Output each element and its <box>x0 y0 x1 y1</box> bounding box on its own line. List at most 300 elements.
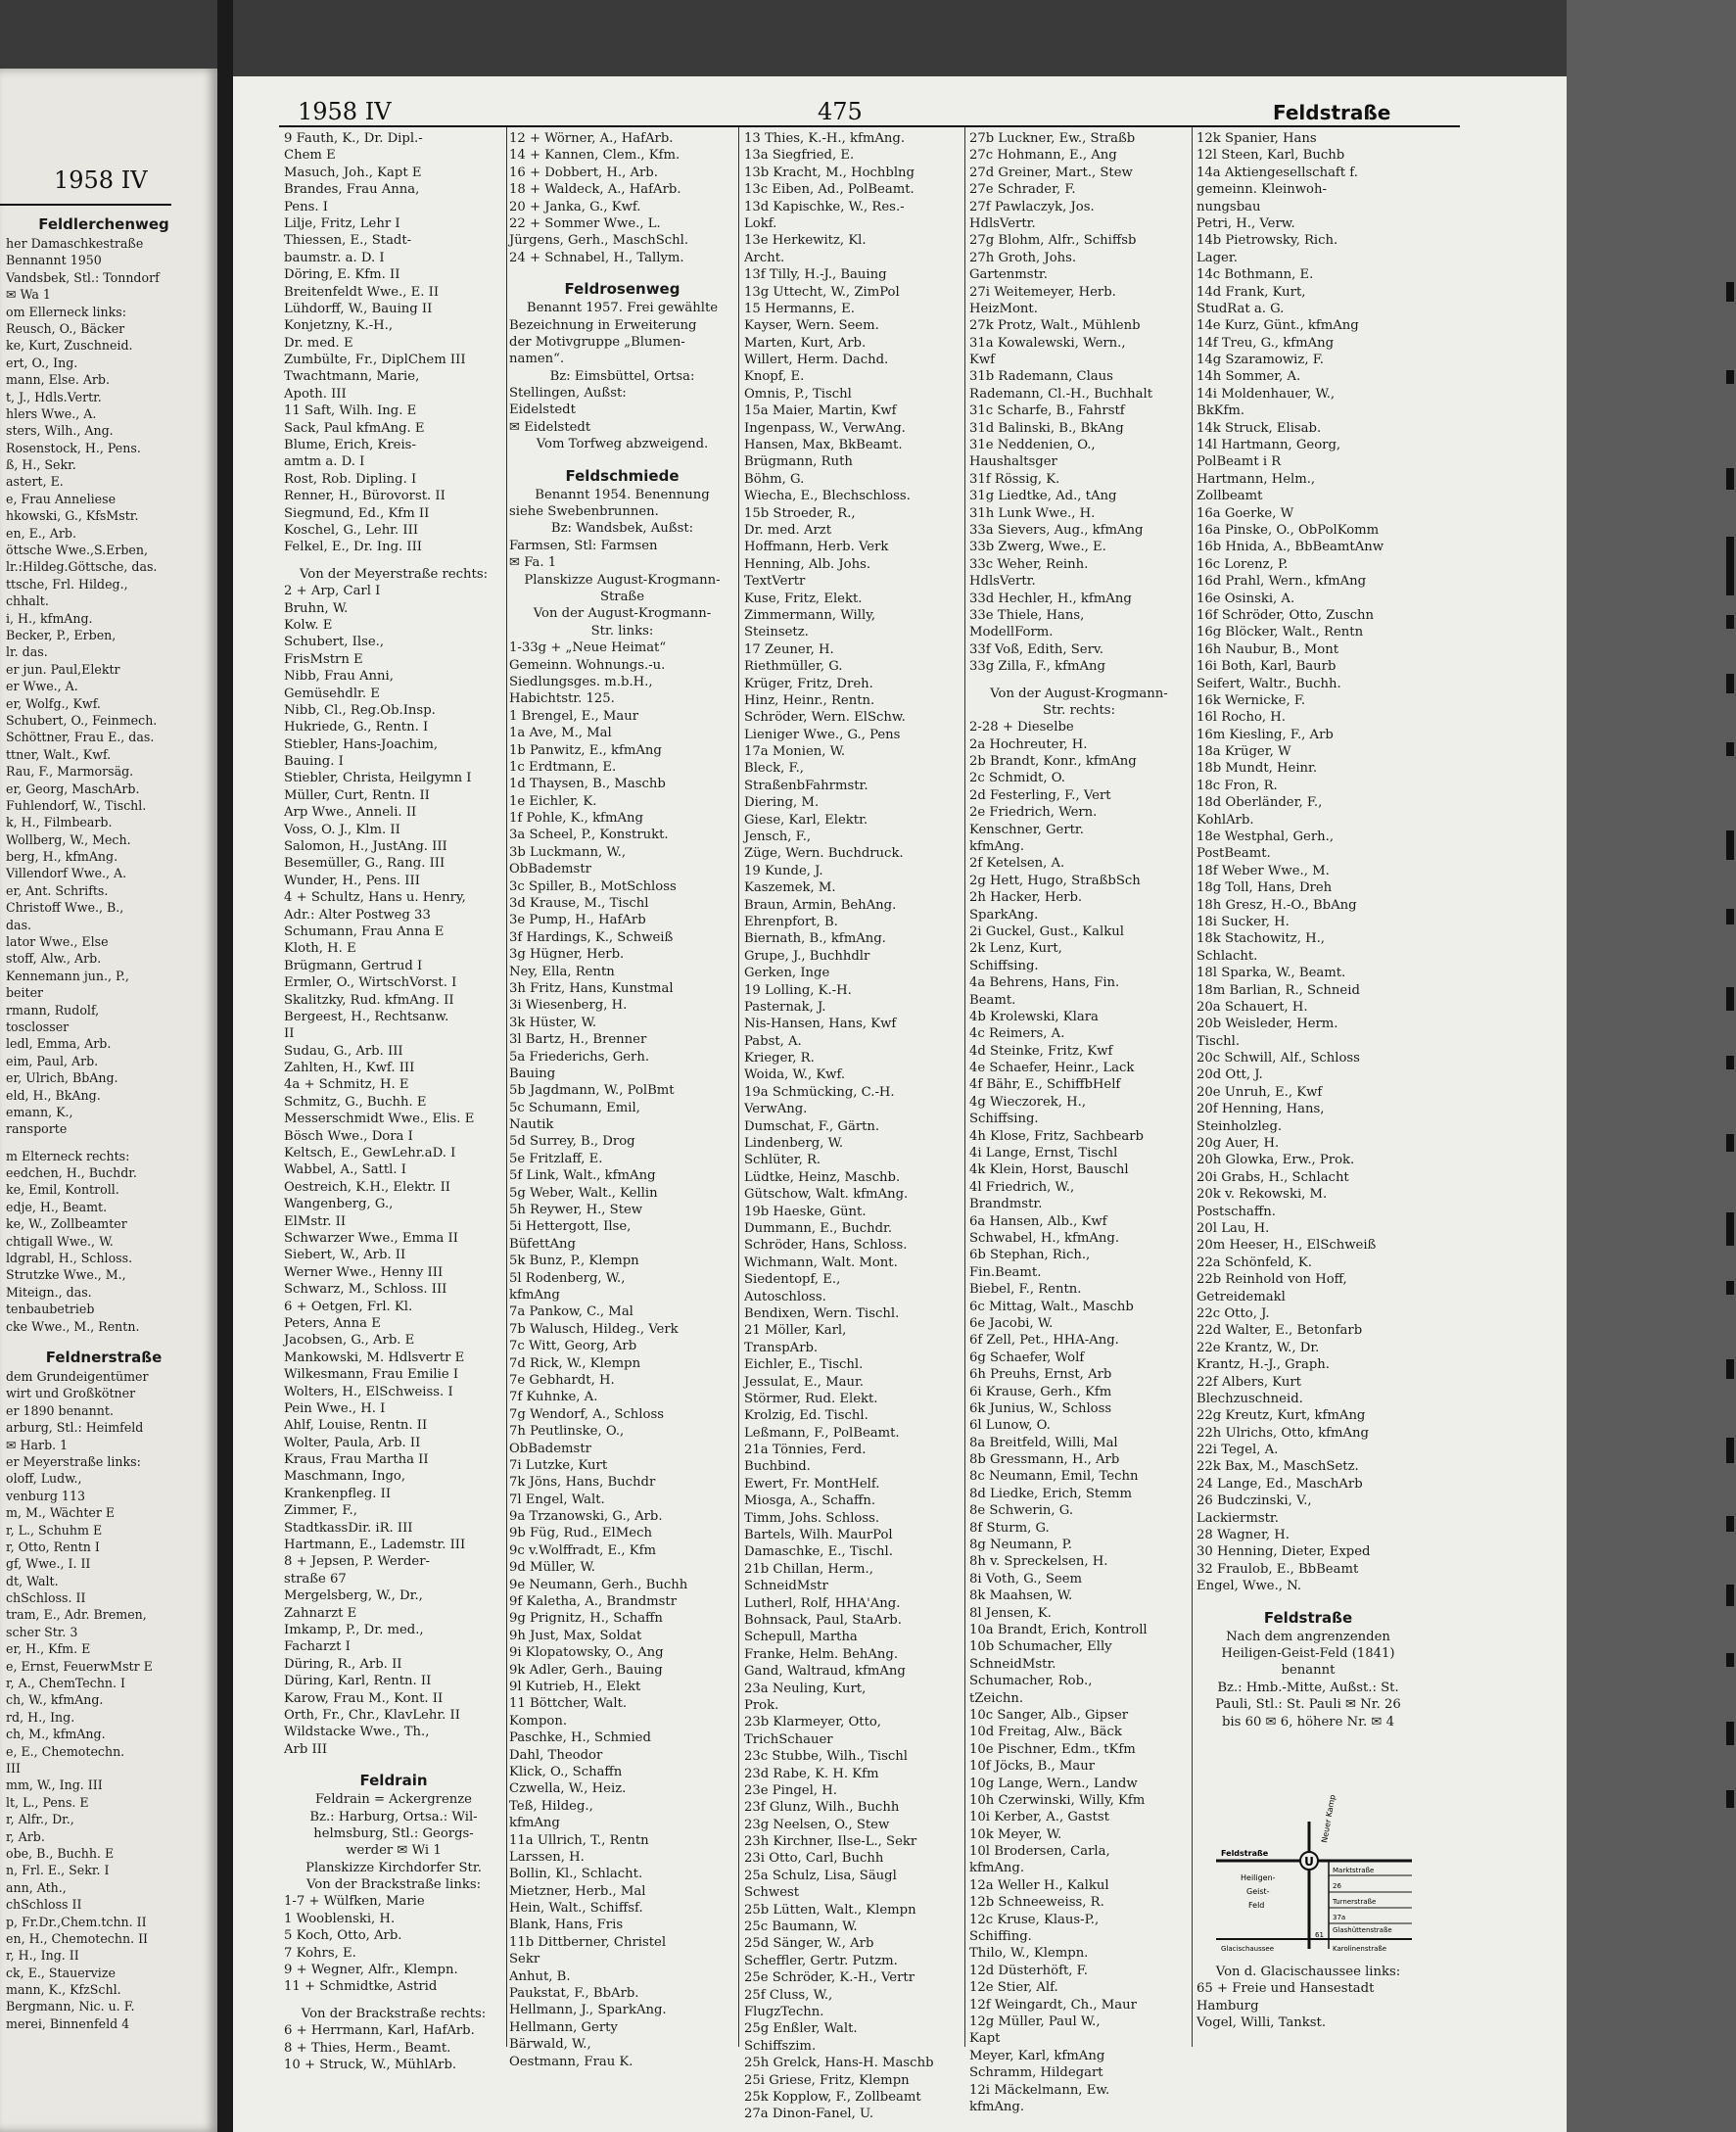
right-header-title: Feldstraße <box>1273 101 1391 124</box>
directory-line: 25b Lütten, Walt., Klempn <box>744 1902 916 1918</box>
directory-line: 4k Klein, Horst, Bauschl <box>969 1162 1129 1178</box>
directory-line: 2f Ketelsen, A. <box>969 856 1065 872</box>
directory-line: 8f Sturm, G. <box>969 1520 1050 1536</box>
column-divider-3 <box>964 127 965 2047</box>
directory-line: 18a Krüger, W <box>1196 744 1291 760</box>
directory-column-3 <box>744 130 962 2123</box>
thumb-index-mark <box>1726 909 1734 924</box>
directory-line: namen“. <box>509 352 565 367</box>
directory-line: Wichmann, Walt. Mont. <box>744 1255 898 1270</box>
directory-line: Thiessen, E., Stadt- <box>284 233 412 249</box>
directory-line: Paschke, H., Schmied <box>509 1730 651 1746</box>
directory-line: SparkAng. <box>969 907 1039 923</box>
directory-line: Brügmann, Gertrud I <box>284 958 423 973</box>
directory-line: Pasternak, J. <box>744 999 826 1015</box>
street-title: Feldschmiede <box>565 466 680 485</box>
directory-line: Nis-Hansen, Hans, Kwf <box>744 1017 897 1032</box>
street-title: Feldrain <box>359 1772 428 1790</box>
directory-line: Getreidemakl <box>1196 1289 1286 1304</box>
directory-line: Blume, Erich, Kreis- <box>284 438 416 453</box>
directory-line: Hartmann, E., Lademstr. III <box>284 1538 466 1553</box>
directory-line: Zumbülte, Fr., DiplChem III <box>284 353 466 368</box>
directory-line: SchneidMstr. <box>969 1656 1056 1672</box>
directory-line: 1d Thaysen, B., Maschb <box>509 777 666 792</box>
directory-line: 20i Grabs, H., Schlacht <box>1196 1169 1349 1185</box>
directory-line: 14b Pietrowsky, Rich. <box>1196 233 1338 249</box>
directory-line: 6k Junius, W., Schloss <box>969 1400 1112 1416</box>
directory-line: r, Otto, Rentn I <box>6 1539 100 1554</box>
directory-line: Hellmann, Gerty <box>509 2019 618 2035</box>
directory-line: Braun, Armin, BehAng. <box>744 897 897 913</box>
directory-line: Miteign., das. <box>6 1284 92 1300</box>
directory-line: 19 Kunde, J. <box>744 863 823 878</box>
directory-line: 16 + Dobbert, H., Arb. <box>509 165 658 180</box>
thumb-index-mark <box>1726 1359 1734 1379</box>
directory-line: Blechzuschneid. <box>1196 1391 1303 1406</box>
directory-line: 18g Toll, Hans, Dreh <box>1196 880 1333 896</box>
directory-line: 13b Kracht, M., Hochblng <box>744 165 915 180</box>
directory-line: 23h Kirchner, Ilse-L., Sekr <box>744 1834 917 1850</box>
directory-line: Eichler, E., Tischl. <box>744 1357 864 1373</box>
directory-line: 25e Schröder, K.-H., Vertr <box>744 1970 915 1986</box>
directory-line: Scheffler, Gertr. Putzm. <box>744 1953 898 1968</box>
directory-line: 16f Schröder, Otto, Zuschn <box>1196 607 1375 623</box>
directory-line: Pabst, A. <box>744 1033 802 1049</box>
directory-line: 14i Moldenhauer, W., <box>1196 386 1336 402</box>
directory-line: ElMstr. II <box>284 1213 347 1229</box>
directory-line: Lüdtke, Heinz, Maschb. <box>744 1169 901 1185</box>
directory-line: Böhm, G. <box>744 471 805 487</box>
directory-line: Hoffmann, Herb. Verk <box>744 540 889 555</box>
directory-line: 18m Barlian, R., Schneid <box>1196 982 1360 998</box>
directory-line: Hellmann, J., SparkAng. <box>509 2003 667 2018</box>
directory-line: Kenschner, Gertr. <box>969 822 1084 837</box>
directory-line: 12d Düsterhöft, F. <box>969 1963 1088 1978</box>
directory-line: 6h Preuhs, Ernst, Arb <box>969 1367 1112 1383</box>
map-row-1: Marktstraße <box>1333 1867 1375 1874</box>
directory-line: Bruhn, W. <box>284 600 349 616</box>
directory-line: 10b Schumacher, Elly <box>969 1639 1112 1655</box>
directory-line: Steinsetz. <box>744 625 809 640</box>
directory-line: 9f Kaletha, A., Brandmstr <box>509 1594 678 1610</box>
directory-line: merei, Binnenfeld 4 <box>6 2015 130 2031</box>
directory-line: gemeinn. Kleinwoh- <box>1196 182 1327 198</box>
directory-line: eld, H., BkAng. <box>6 1087 101 1103</box>
directory-line: 3h Fritz, Hans, Kunstmal <box>509 980 674 996</box>
directory-line: 20m Heeser, H., ElSchweiß <box>1196 1238 1377 1254</box>
directory-line: 6c Mittag, Walt., Maschb <box>969 1299 1134 1314</box>
map-row-5: Glashüttenstraße <box>1333 1926 1392 1934</box>
directory-line: 4l Friedrich, W., <box>969 1179 1075 1195</box>
directory-line: Zollbeamt <box>1196 489 1263 504</box>
directory-line: Lackiermstr. <box>1196 1510 1279 1526</box>
directory-line: 14h Sommer, A. <box>1196 369 1301 385</box>
directory-line: Tischl. <box>1196 1033 1241 1049</box>
directory-line: 32 Fraulob, E., BbBeamt <box>1196 1561 1359 1577</box>
directory-line: arburg, Stl.: Heimfeld <box>6 1420 144 1436</box>
directory-line: ke, Emil, Kontroll. <box>6 1182 119 1198</box>
directory-line: PostBeamt. <box>1196 846 1271 862</box>
directory-line: TranspArb. <box>744 1340 819 1355</box>
directory-line: 14d Frank, Kurt, <box>1196 284 1306 300</box>
directory-line: 16a Pinske, O., ObPolKomm <box>1196 522 1380 538</box>
directory-line: 8c Neumann, Emil, Techn <box>969 1469 1139 1485</box>
directory-line: 23d Rabe, K. H. Kfm <box>744 1766 879 1781</box>
directory-line: gf, Wwe., I. II <box>6 1556 91 1572</box>
directory-line: Becker, P., Erben, <box>6 627 117 642</box>
directory-line: 5h Reywer, H., Stew <box>509 1203 643 1218</box>
directory-line: 18k Stachowitz, H., <box>1196 931 1325 947</box>
directory-line: Nibb, Frau Anni, <box>284 669 394 685</box>
directory-line: chtigall Wwe., W. <box>6 1233 114 1249</box>
directory-line: 33d Hechler, H., kfmAng <box>969 591 1132 606</box>
directory-column-2 <box>509 130 735 2070</box>
directory-line: Schiffszim. <box>744 2038 817 2054</box>
directory-line: Heiligen-Geist-Feld (1841) <box>1221 1645 1395 1661</box>
map-row-2: 26 <box>1333 1882 1341 1890</box>
directory-line: 8a Breitfeld, Willi, Mal <box>969 1435 1118 1450</box>
directory-line: 25g Enßler, Walt. <box>744 2021 858 2037</box>
directory-line: Dummann, E., Buchdr. <box>744 1221 893 1236</box>
directory-line: 14f Treu, G., kfmAng <box>1196 335 1335 351</box>
directory-line: Lieniger Wwe., G., Pens <box>744 727 901 742</box>
directory-line: 27h Groth, Johs. <box>969 250 1077 265</box>
directory-line: 11 Saft, Wilh. Ing. E <box>284 403 417 419</box>
directory-line: 22g Kreutz, Kurt, kfmAng <box>1196 1408 1366 1424</box>
directory-line: Sudau, G., Arb. III <box>284 1043 403 1059</box>
directory-line: 33b Zwerg, Wwe., E. <box>969 540 1106 555</box>
directory-line: Chem E <box>284 148 336 164</box>
directory-line: 6 + Herrmann, Karl, HafArb. <box>284 2023 475 2039</box>
directory-column-5-end <box>1196 1964 1420 2032</box>
directory-line: 14g Szaramowiz, F. <box>1196 353 1324 368</box>
directory-line: 3c Spiller, B., MotSchloss <box>509 878 677 894</box>
directory-line: er 1890 benannt. <box>6 1402 114 1418</box>
directory-line: Wolters, H., ElSchweiss. I <box>284 1384 453 1399</box>
directory-line: Jessulat, E., Maur. <box>744 1374 864 1390</box>
directory-line: Riethmüller, G. <box>744 659 843 675</box>
directory-line: 20k v. Rekowski, M. <box>1196 1187 1328 1203</box>
directory-line: 22c Otto, J. <box>1196 1305 1270 1321</box>
thumb-index-mark <box>1726 1585 1734 1606</box>
directory-line: 3d Krause, M., Tischl <box>509 896 649 912</box>
directory-line: 27c Hohmann, E., Ang <box>969 148 1117 164</box>
directory-line: Planskizze August-Krogmann- <box>524 572 721 588</box>
directory-line: 25f Cluss, W., <box>744 1987 833 2003</box>
directory-column-5 <box>1196 130 1420 1730</box>
directory-line: 16a Goerke, W <box>1196 505 1294 521</box>
directory-line: 12 + Wörner, A., HafArb. <box>509 131 674 146</box>
directory-line: 11a Ullrich, T., Rentn <box>509 1832 649 1848</box>
directory-line: Grupe, J., Buchhdlr <box>744 948 870 964</box>
directory-line: Bleck, F., <box>744 761 804 777</box>
directory-line: 8b Gressmann, H., Arb <box>969 1452 1120 1468</box>
directory-line: Schubert, O., Feinmech. <box>6 712 158 728</box>
directory-line: 1c Erdtmann, E. <box>509 759 617 775</box>
directory-line: ttsche, Frl. Hildeg., <box>6 576 128 592</box>
directory-line: Wolter, Paula, Arb. II <box>284 1435 421 1450</box>
directory-line: Vom Torfweg abzweigend. <box>536 437 709 452</box>
directory-line: Lokf. <box>744 215 777 231</box>
directory-line: Maschmann, Ingo, <box>284 1469 406 1485</box>
directory-line: Schumacher, Rob., <box>969 1674 1093 1689</box>
directory-line: 4b Krolewski, Klara <box>969 1009 1099 1024</box>
directory-line: er jun. Paul,Elektr <box>6 661 120 677</box>
directory-line: 9h Just, Max, Soldat <box>509 1628 642 1643</box>
directory-line: Karow, Frau M., Kont. II <box>284 1690 444 1706</box>
directory-line: Werner Wwe., Henny III <box>284 1264 444 1280</box>
directory-line: Brandmstr. <box>969 1197 1043 1212</box>
directory-line: Jacobsen, G., Arb. E <box>284 1333 415 1349</box>
directory-line: Bz: Wandsbek, Außst: <box>550 521 694 537</box>
directory-line: Diering, M. <box>744 795 820 811</box>
directory-line: 1f Pohle, K., kfmAng <box>509 811 643 827</box>
directory-line: lt, L., Pens. E <box>6 1794 89 1810</box>
directory-line: Klick, O., Schaffn <box>509 1764 623 1779</box>
directory-line: Siedentopf, E., <box>744 1272 841 1288</box>
directory-line: 7b Walusch, Hildeg., Verk <box>509 1321 679 1337</box>
directory-line: 20l Lau, H. <box>1196 1221 1270 1236</box>
directory-line: HeizMont. <box>969 301 1038 316</box>
directory-line: ert, O., Ing. <box>6 355 78 370</box>
directory-line: Voss, O. J., Klm. II <box>284 822 400 837</box>
directory-line: ß, H., Sekr. <box>6 457 76 473</box>
directory-line: Biernath, B., kfmAng. <box>744 931 886 947</box>
directory-line: Bauing. I <box>284 754 344 770</box>
directory-line: 10h Czerwinski, Willy, Kfm <box>969 1792 1146 1808</box>
directory-line: Brandes, Frau Anna, <box>284 182 420 198</box>
directory-line: 27i Weitemeyer, Herb. <box>969 284 1116 300</box>
line-gap <box>284 1996 503 2006</box>
directory-line: edje, H., Beamt. <box>6 1199 108 1214</box>
directory-line: Wunder, H., Pens. III <box>284 873 420 888</box>
directory-line: 10k Meyer, W. <box>969 1826 1062 1842</box>
directory-line: m, M., Wächter E <box>6 1505 116 1521</box>
directory-line: 13a Siegfried, E. <box>744 148 855 164</box>
directory-line: HdlsVertr. <box>969 574 1036 590</box>
directory-line: FrisMstrn E <box>284 651 363 667</box>
directory-line: 2 + Arp, Carl I <box>284 584 381 599</box>
directory-line: 2g Hett, Hugo, StraßbSch <box>969 873 1141 888</box>
directory-line: 22d Walter, E., Betonfarb <box>1196 1323 1363 1339</box>
directory-line: Hein, Walt., Schiffsf. <box>509 1901 643 1917</box>
map-street-neuer-kamp: Neuer Kamp <box>1320 1793 1337 1844</box>
directory-line: Zahlten, H., Kwf. III <box>284 1061 415 1076</box>
directory-line: 24 + Schnabel, H., Tallym. <box>509 250 684 265</box>
directory-line: Schlüter, R. <box>744 1153 821 1168</box>
directory-line: 4a + Schmitz, H. E <box>284 1077 409 1093</box>
directory-line: 15 Hermanns, E. <box>744 301 855 316</box>
directory-line: 7l Engel, Walt. <box>509 1492 605 1507</box>
directory-line: Postschaffn. <box>1196 1204 1276 1219</box>
directory-line: 16l Rocho, H. <box>1196 710 1286 726</box>
directory-line: Siedlungsges. m.b.H., <box>509 674 653 689</box>
directory-line: Bezeichnung in Erweiterung <box>509 317 697 333</box>
directory-line: Fuhlendorf, W., Tischl. <box>6 797 147 813</box>
directory-line: 23i Otto, Carl, Buchh <box>744 1851 884 1867</box>
directory-line: 10d Freitag, Alw., Bäck <box>969 1725 1122 1740</box>
directory-line: der Motivgruppe „Blumen- <box>509 334 685 350</box>
directory-line: 19a Schmücking, C.-H. <box>744 1084 895 1100</box>
directory-line: 17a Monien, W. <box>744 744 846 760</box>
directory-line: ✉ Eidelstedt <box>509 419 591 435</box>
directory-line: 20g Auer, H. <box>1196 1136 1280 1152</box>
directory-line: Breitenfeldt Wwe., E. II <box>284 284 440 300</box>
directory-line: 1e Eichler, K. <box>509 793 597 809</box>
directory-line: 14a Aktiengesellschaft f. <box>1196 165 1358 180</box>
directory-column-1 <box>284 130 503 2073</box>
directory-line: Dr. med. E <box>284 335 353 351</box>
directory-line: lator Wwe., Else <box>6 934 109 950</box>
directory-line: eedchen, H., Buchdr. <box>6 1165 137 1181</box>
directory-line: BkKfm. <box>1196 403 1245 419</box>
directory-line: Hukriede, G., Rentn. I <box>284 720 429 735</box>
directory-line: 12c Kruse, Klaus-P., <box>969 1912 1100 1927</box>
directory-line: Damaschke, E., Tischl. <box>744 1544 893 1560</box>
directory-line: Kapt <box>969 2031 1001 2047</box>
directory-line: 16i Both, Karl, Baurb <box>1196 659 1337 675</box>
directory-line: 5f Link, Walt., kfmAng <box>509 1168 656 1184</box>
directory-line: ann, Ath., <box>6 1879 67 1895</box>
directory-line: ldgrabl, H., Schloss. <box>6 1251 133 1266</box>
map-circle-label: U <box>1304 1855 1314 1869</box>
directory-line: kfmAng. <box>969 2099 1025 2114</box>
directory-line: venburg 113 <box>6 1488 85 1503</box>
directory-line: 4h Klose, Fritz, Sachbearb <box>969 1128 1144 1144</box>
directory-line: Adr.: Alter Postweg 33 <box>284 907 431 923</box>
directory-line: Kayser, Wern. Seem. <box>744 318 879 334</box>
directory-line: wirt und Großkötner <box>6 1386 136 1401</box>
directory-line: 22 + Sommer Wwe., L. <box>509 215 661 231</box>
directory-line: 30 Henning, Dieter, Exped <box>1196 1544 1371 1560</box>
directory-line: Haushaltsger <box>969 454 1057 470</box>
directory-line: k, H., Filmbearb. <box>6 815 113 830</box>
directory-line: Dumschat, F., Gärtn. <box>744 1118 880 1134</box>
directory-line: ke, W., Zollbeamter <box>6 1216 127 1232</box>
directory-line: Blank, Hans, Fris <box>509 1918 624 1933</box>
directory-line: Bärwald, W., <box>509 2037 591 2053</box>
directory-line: TextVertr <box>744 574 806 590</box>
thumb-index-mark <box>1726 468 1734 490</box>
directory-line: 22f Albers, Kurt <box>1196 1374 1301 1390</box>
book-gutter <box>217 0 233 2132</box>
directory-line: hlers Wwe., A. <box>6 405 97 421</box>
directory-line: Schumann, Frau Anna E <box>284 924 445 939</box>
directory-line: Hansen, Max, BkBeamt. <box>744 438 903 453</box>
directory-line: Von der Brackstraße links: <box>305 1877 482 1893</box>
directory-line: Ney, Ella, Rentn <box>509 964 615 979</box>
directory-column-4 <box>969 130 1189 2115</box>
directory-line: Ingenpass, W., VerwAng. <box>744 420 906 436</box>
directory-line: i, H., kfmAng. <box>6 610 93 626</box>
directory-line: Düring, R., Arb. II <box>284 1656 402 1672</box>
directory-line: ck, E., Stauervize <box>6 1965 116 1980</box>
directory-line: Kloth, H. E <box>284 941 356 957</box>
directory-line: Gütschow, Walt. kfmAng. <box>744 1187 909 1203</box>
directory-line: 6e Jacobi, W. <box>969 1315 1054 1331</box>
directory-line: e, Ernst, FeuerwMstr E <box>6 1658 153 1674</box>
left-header-rule <box>0 204 171 206</box>
left-page-header: 1958 IV <box>54 166 148 194</box>
line-gap <box>6 1138 202 1148</box>
directory-line: Steinholzleg. <box>1196 1118 1283 1134</box>
directory-line: 14k Struck, Elisab. <box>1196 420 1322 436</box>
directory-line: 1 Brengel, E., Maur <box>509 708 639 724</box>
map-left-label-1: Heiligen- <box>1241 1873 1276 1882</box>
directory-line: ✉ Harb. 1 <box>6 1437 69 1452</box>
directory-line: Müller, Curt, Rentn. II <box>284 787 430 803</box>
directory-line: 14 + Kannen, Clem., Kfm. <box>509 148 680 164</box>
directory-line: er, H., Kfm. E <box>6 1641 91 1657</box>
directory-line: 3i Wiesenberg, H. <box>509 998 628 1014</box>
directory-line: 12f Weingardt, Ch., Maur <box>969 1997 1137 2013</box>
directory-line: 5b Jagdmann, W., PolBmt <box>509 1083 675 1099</box>
directory-line: II <box>284 1026 295 1042</box>
directory-line: 6a Hansen, Alb., Kwf <box>969 1213 1107 1229</box>
directory-line: baumstr. a. D. I <box>284 250 385 265</box>
directory-line: ObBademstr <box>509 1441 591 1456</box>
directory-line: 23a Neuling, Kurt, <box>744 1681 867 1696</box>
directory-line: 6i Krause, Gerh., Kfm <box>969 1384 1112 1399</box>
directory-line: SchneidMstr <box>744 1579 828 1594</box>
directory-line: 10 + Struck, W., MühlArb. <box>284 2057 457 2072</box>
directory-line: Meyer, Karl, kfmAng <box>969 2048 1105 2063</box>
directory-line: Mietzner, Herb., Mal <box>509 1883 646 1899</box>
map-street-feldstrasse: Feldstraße <box>1221 1849 1269 1858</box>
directory-line: Larssen, H. <box>509 1849 585 1865</box>
directory-line: 4f Bähr, E., SchiffbHelf <box>969 1077 1121 1093</box>
directory-line: Rau, F., Marmorsäg. <box>6 764 134 780</box>
directory-line: 31c Scharfe, B., Fahrstf <box>969 403 1125 419</box>
directory-line: 18 + Waldeck, A., HafArb. <box>509 182 681 198</box>
directory-line: Krüger, Fritz, Dreh. <box>744 676 873 691</box>
map-row-3: Turnerstraße <box>1333 1898 1377 1906</box>
directory-line: Buchbind. <box>744 1459 811 1475</box>
directory-line: 27g Blohm, Alfr., Schiffsb <box>969 233 1137 249</box>
directory-line: 7d Rick, W., Klempn <box>509 1355 641 1371</box>
directory-line: chSchloss. II <box>6 1590 86 1606</box>
directory-line: Wiecha, E., Blechschloss. <box>744 489 911 504</box>
directory-line: 13e Herkewitz, Kl. <box>744 233 867 249</box>
directory-line: Stiebler, Christa, Heilgymn I <box>284 771 472 786</box>
directory-line: Teß, Hildeg., <box>509 1798 593 1814</box>
directory-line: 20e Unruh, E., Kwf <box>1196 1084 1323 1100</box>
directory-line: 18f Weber Wwe., M. <box>1196 863 1330 878</box>
directory-line: stoff, Alw., Arb. <box>6 951 102 967</box>
directory-line: Orth, Fr., Chr., KlavLehr. II <box>284 1707 460 1723</box>
directory-line: straße 67 <box>284 1571 347 1587</box>
directory-line: Lühdorff, W., Bauing II <box>284 301 433 316</box>
directory-line: Eidelstedt <box>509 403 576 418</box>
directory-line: Benannt 1957. Frei gewählte <box>526 301 719 316</box>
directory-line: Rost, Rob. Dipling. I <box>284 471 417 487</box>
directory-line: Siebert, W., Arb. II <box>284 1248 406 1263</box>
thumb-index-mark <box>1726 1212 1734 1246</box>
directory-line: Schubert, Ilse., <box>284 635 385 650</box>
directory-line: benannt <box>1281 1663 1336 1679</box>
directory-line: Lilje, Fritz, Lehr I <box>284 215 400 231</box>
directory-line: Oestmann, Frau K. <box>509 2054 633 2069</box>
directory-line: er, Georg, MaschArb. <box>6 781 140 796</box>
directory-line: 16k Wernicke, F. <box>1196 692 1306 708</box>
thumb-index-mark <box>1726 1790 1734 1808</box>
directory-line: Ermler, O., WirtschVorst. I <box>284 975 457 991</box>
directory-line: Stiebler, Hans-Joachim, <box>284 736 439 752</box>
directory-line: ke, Kurt, Zuschneid. <box>6 338 133 354</box>
directory-line: ch, M., kfmAng. <box>6 1727 106 1742</box>
directory-line: Von der Brackstraße rechts: <box>301 2006 487 2021</box>
directory-line: Dahl, Theodor <box>509 1747 603 1763</box>
